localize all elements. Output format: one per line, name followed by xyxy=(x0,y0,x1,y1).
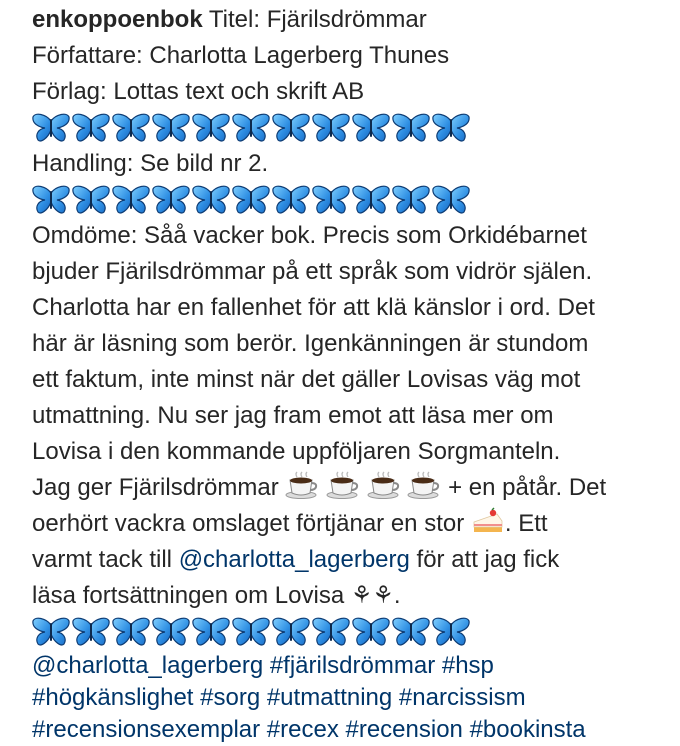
butterfly-icon xyxy=(192,113,232,143)
butterfly-icon xyxy=(152,617,192,647)
butterfly-icon xyxy=(312,185,352,215)
butterfly-icon xyxy=(152,113,192,143)
mention-link[interactable]: @charlotta_lagerberg xyxy=(178,546,410,573)
hot-beverage-icon xyxy=(285,471,319,499)
rating-prefix: Jag ger Fjärilsdrömmar xyxy=(32,474,286,501)
butterfly-icon xyxy=(232,113,272,143)
author-line: Författare: Charlotta Lagerberg Thunes xyxy=(32,42,450,69)
hot-beverage-icon xyxy=(407,471,441,499)
publisher-line: Förlag: Lottas text och skrift AB xyxy=(32,78,365,105)
butterfly-icon xyxy=(432,185,472,215)
lovisa-line: läsa fortsättningen om Lovisa ⚘⚘. xyxy=(32,582,401,609)
butterfly-icon xyxy=(72,617,112,647)
hot-beverage-icon xyxy=(367,471,401,499)
review-line: bjuder Fjärilsdrömmar på ett språk som vidrör själen. xyxy=(32,258,593,285)
thanks-suffix: för att jag fick xyxy=(409,546,560,573)
hashtag-line[interactable]: #recensionsexemplar #recex #recension #bookinsta xyxy=(32,716,586,743)
rating-line xyxy=(32,470,680,506)
review-line: här är läsning som berör. Igenkänningen är stundom xyxy=(32,330,589,357)
caption-title-line xyxy=(32,2,680,38)
review-line: Omdöme: Såå vacker bok. Precis som Orkidébarnet xyxy=(32,222,587,249)
cake-line xyxy=(32,506,680,542)
butterfly-icon xyxy=(352,617,392,647)
cake-prefix: oerhört vackra omslaget förtjänar en stor xyxy=(32,510,471,537)
thanks-line xyxy=(32,542,680,578)
butterfly-divider xyxy=(32,614,680,650)
review-line: Lovisa i den kommande uppföljaren Sorgmanteln. xyxy=(32,438,561,465)
butterfly-divider xyxy=(32,182,680,218)
butterfly-icon xyxy=(432,113,472,143)
butterfly-icon xyxy=(112,113,152,143)
butterfly-icon xyxy=(72,113,112,143)
butterfly-icon xyxy=(112,185,152,215)
hashtag-line[interactable]: #högkänslighet #sorg #utmattning #narcissism xyxy=(32,684,526,711)
butterfly-icon xyxy=(192,185,232,215)
butterfly-icon xyxy=(392,185,432,215)
thanks-prefix: varmt tack till xyxy=(32,546,179,573)
hashtag-line[interactable]: @charlotta_lagerberg #fjärilsdrömmar #hsp xyxy=(32,652,494,679)
cake-suffix: . Ett xyxy=(504,510,548,537)
post-caption xyxy=(32,0,680,746)
butterfly-icon xyxy=(232,185,272,215)
butterfly-icon xyxy=(32,113,72,143)
review-line: utmattning. Nu ser jag fram emot att läsa mer om xyxy=(32,402,554,429)
butterfly-icon xyxy=(272,617,312,647)
rating-suffix: + en påtår. Det xyxy=(441,474,607,501)
review-line: Charlotta har en fallenhet för att klä känslor i ord. Det xyxy=(32,294,595,321)
butterfly-icon xyxy=(392,113,432,143)
butterfly-icon xyxy=(192,617,232,647)
butterfly-icon xyxy=(72,185,112,215)
plot-line: Handling: Se bild nr 2. xyxy=(32,150,269,177)
butterfly-divider xyxy=(32,110,680,146)
butterfly-icon xyxy=(432,617,472,647)
review-line: ett faktum, inte minst när det gäller Lovisas väg mot xyxy=(32,366,581,393)
butterfly-icon xyxy=(312,617,352,647)
butterfly-icon xyxy=(272,113,312,143)
butterfly-icon xyxy=(272,185,312,215)
butterfly-icon xyxy=(152,185,192,215)
butterfly-icon xyxy=(232,617,272,647)
username-link[interactable]: enkoppoenbok xyxy=(32,6,203,33)
butterfly-icon xyxy=(32,617,72,647)
butterfly-icon xyxy=(352,185,392,215)
butterfly-icon xyxy=(112,617,152,647)
shortcake-icon xyxy=(471,507,505,535)
butterfly-icon xyxy=(312,113,352,143)
butterfly-icon xyxy=(32,185,72,215)
book-title-text: Titel: Fjärilsdrömmar xyxy=(202,6,427,33)
butterfly-icon xyxy=(392,617,432,647)
butterfly-icon xyxy=(352,113,392,143)
hot-beverage-icon xyxy=(326,471,360,499)
